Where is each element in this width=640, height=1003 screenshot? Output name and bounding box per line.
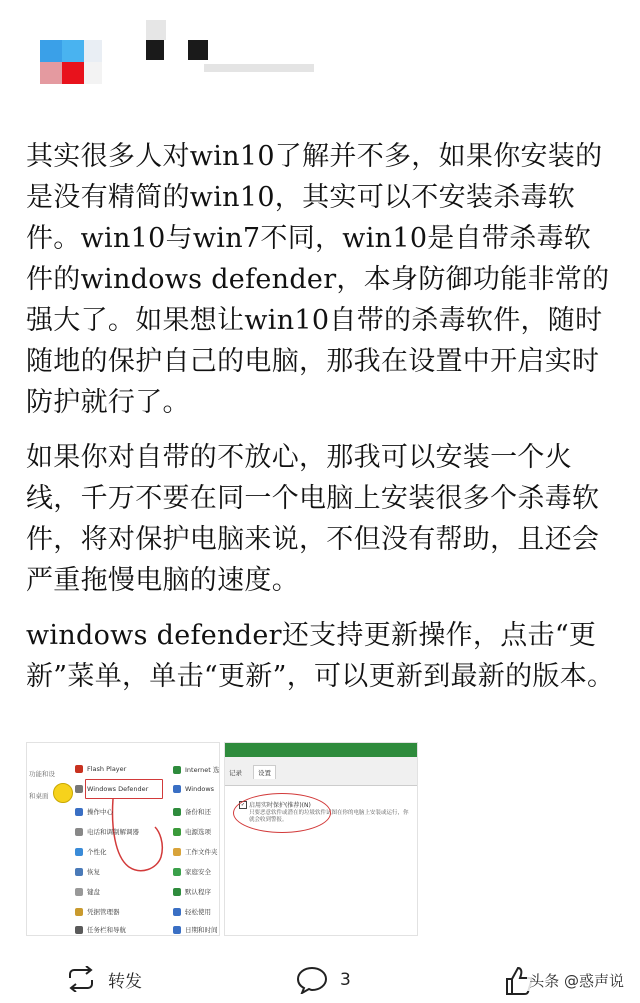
profile-header <box>0 0 640 100</box>
flash-icon <box>75 765 83 773</box>
phone-modem-icon <box>75 828 83 836</box>
cp-item-default-programs: 默认程序 <box>185 888 211 896</box>
highlight-rect <box>85 779 163 799</box>
control-panel-screenshot[interactable] <box>26 742 220 936</box>
cp-left-label: 和桌面 <box>29 792 49 800</box>
action-center-icon <box>75 808 83 816</box>
cp-item-personalize: 个性化 <box>87 848 107 856</box>
internet-icon <box>173 766 181 774</box>
cp-item-recovery: 恢复 <box>87 868 100 876</box>
credential-icon <box>75 908 83 916</box>
defender-icon <box>75 785 83 793</box>
cp-item-backup: 备份和还 <box>185 808 211 816</box>
share-button[interactable] <box>66 966 142 992</box>
cp-item-taskbar: 任务栏和导航 <box>87 926 126 934</box>
cp-item-windows: Windows <box>185 785 215 793</box>
work-folder-icon <box>173 848 181 856</box>
repost-icon <box>66 966 96 992</box>
avatar[interactable] <box>40 40 102 84</box>
windows-icon <box>173 785 181 793</box>
article-paragraph-3: windows defender还支持更新操作，点击“更新”菜单，单击“更新”，可以更新到最新的版本。 <box>26 620 615 692</box>
hand-drawn-arrow <box>107 797 177 877</box>
article-paragraph-2: 如果你对自带的不放心，那我可以安装一个火线，千万不要在同一个电脑上安装很多个杀毒软件，将对保护电脑来说，不但没有帮助，且还会严重拖慢电脑的速度。 <box>26 442 600 596</box>
cp-item-flash: Flash Player <box>87 765 127 773</box>
cp-item-credential: 凭据管理器 <box>87 908 120 916</box>
comment-count: 3 <box>340 970 351 990</box>
watermark: 头条 @惑声说 <box>529 972 624 990</box>
cp-item-family: 家庭安全 <box>185 868 211 876</box>
red-ellipse <box>233 793 331 833</box>
taskbar-icon <box>75 926 83 934</box>
smiley-icon <box>53 783 73 803</box>
personalize-icon <box>75 848 83 856</box>
cp-item-internet: Internet 选 <box>185 766 220 774</box>
image-row <box>26 742 618 938</box>
article-body <box>26 136 618 711</box>
date-time-icon <box>173 926 181 934</box>
share-label: 转发 <box>108 971 142 992</box>
subtitle-blur <box>204 64 314 72</box>
cp-item-work-folder: 工作文件夹 <box>185 848 218 856</box>
tab-history[interactable]: 记录 <box>229 769 242 777</box>
cp-top-label: 功能和设 <box>29 770 55 778</box>
username-blur-2 <box>146 40 164 60</box>
cp-item-datetime: 日期和时间 <box>185 926 218 934</box>
keyboard-icon <box>75 888 83 896</box>
power-icon <box>173 828 181 836</box>
defender-title-bar <box>225 743 417 757</box>
cp-item-phone: 电话和调制解调器 <box>87 828 139 836</box>
comment-icon <box>296 966 328 994</box>
action-bar <box>0 948 640 1003</box>
tab-settings[interactable]: 设置 <box>253 765 276 779</box>
ease-of-access-icon <box>173 908 181 916</box>
cp-item-power: 电源选项 <box>185 828 211 836</box>
username-blur-3 <box>188 40 208 60</box>
realtime-checkbox[interactable]: ✓ <box>240 802 246 808</box>
family-safety-icon <box>173 868 181 876</box>
realtime-label: 启用实时保护(推荐)(N) <box>249 802 311 809</box>
article-paragraph-1: 其实很多人对win10了解并不多，如果你安装的是没有精简的win10，其实可以不安装杀毒软件。win10与win7不同，win10是自带杀毒软件的windows defender，本身防御功能非常的强大了。如果想让win10自带的杀毒软件，随时随地的保护自己的电脑，那我在设置中开启实时防护就行了。 <box>26 141 610 418</box>
recovery-icon <box>75 868 83 876</box>
realtime-desc: 只要恶意软件或潜在的垃圾软件试图在你的电脑上安装或运行，你就会收到警报。 <box>249 810 409 823</box>
default-programs-icon <box>173 888 181 896</box>
defender-settings-screenshot[interactable] <box>224 742 418 936</box>
username-blur <box>146 20 166 40</box>
backup-icon <box>173 808 181 816</box>
cp-item-keyboard: 键盘 <box>87 888 100 896</box>
cp-item-defender: Windows Defender <box>87 785 149 793</box>
comment-button[interactable] <box>296 966 351 994</box>
cp-item-ease: 轻松使用 <box>185 908 211 916</box>
cp-item-action-center: 操作中心 <box>87 808 113 816</box>
